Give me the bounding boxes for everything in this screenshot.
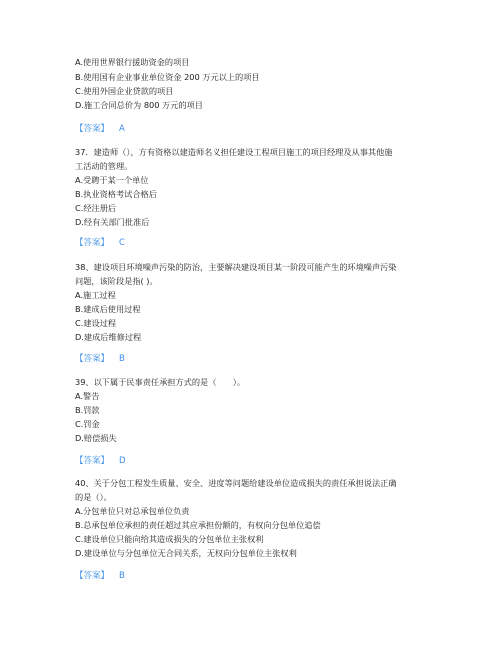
q38-option-a: A.施工过程 — [75, 290, 116, 300]
q39-option-d: D.赔偿损失 — [75, 433, 117, 443]
q37-option-d: D.经有关部门批准后 — [75, 217, 150, 227]
q40-option-b: B.总承包单位承担的责任超过其应承担份额的，有权向分包单位追偿 — [75, 520, 321, 530]
q39-answer — [75, 456, 126, 466]
answer-tag: 【答案】 — [75, 571, 110, 581]
q38-option-c: C.建设过程 — [75, 318, 117, 328]
q40-answer — [75, 571, 125, 581]
q38-stem-line-1: 38、建设项目环境噪声污染的防治，主要解决建设项目某一阶段可能产生的环境噪声污染 — [75, 262, 397, 272]
q38-option-b: B.建成后使用过程 — [75, 304, 141, 314]
answer-value: D — [119, 456, 126, 466]
q36-option-a: A.使用世界银行援助资金的项目 — [75, 57, 190, 67]
q37-stem-line-2: 工活动的管理。 — [75, 161, 133, 171]
answer-tag: 【答案】 — [75, 354, 110, 364]
q36-option-c: C.使用外国企业贷款的项目 — [75, 86, 174, 96]
answer-tag: 【答案】 — [75, 238, 110, 248]
q37-stem-line-1: 37．建造师（），方有资格以建造师名义担任建设工程项目施工的项目经理及从事其他施 — [75, 147, 393, 157]
q40-stem-line-2: 的是（）。 — [75, 492, 112, 502]
q40-option-d: D.建设单位与分包单位无合同关系，无权向分包单位主张权利 — [75, 548, 297, 558]
answer-value: A — [119, 124, 125, 134]
q39-stem-line-1: 39、以下属于民事责任承担方式的是（ ）。 — [75, 377, 246, 387]
q39-option-b: B.罚款 — [75, 405, 100, 415]
answer-tag: 【答案】 — [75, 456, 110, 466]
q37-option-a: A.受聘于某一个单位 — [75, 175, 149, 185]
q36-answer — [75, 124, 125, 134]
q36-option-d: D.施工合同总价为 800 万元的项目 — [75, 100, 203, 110]
q37-option-c: C.经注册后 — [75, 203, 117, 213]
answer-value: B — [119, 571, 125, 581]
q36-option-b: B.使用国有企业事业单位资金 200 万元以上的项目 — [75, 72, 260, 82]
q39-option-c: C.罚金 — [75, 419, 100, 429]
q37-answer — [75, 238, 125, 248]
q40-option-a: A.分包单位只对总承包单位负责 — [75, 506, 190, 516]
answer-value: C — [119, 238, 125, 248]
q40-option-c: C.建设单位只能向给其造成损失的分包单位主张权利 — [75, 534, 264, 544]
q38-stem-line-2: 问题，该阶段是指( )。 — [75, 276, 158, 286]
q38-option-d: D.建成后维修过程 — [75, 332, 142, 342]
q40-stem-line-1: 40、关于分包工程发生质量、安全、进度等问题给建设单位造成损失的责任承担说法正确 — [75, 478, 397, 488]
q37-option-b: B.执业资格考试合格后 — [75, 189, 157, 199]
answer-tag: 【答案】 — [75, 124, 110, 134]
q39-option-a: A.警告 — [75, 391, 100, 401]
q38-answer — [75, 354, 125, 364]
answer-value: B — [119, 354, 125, 364]
